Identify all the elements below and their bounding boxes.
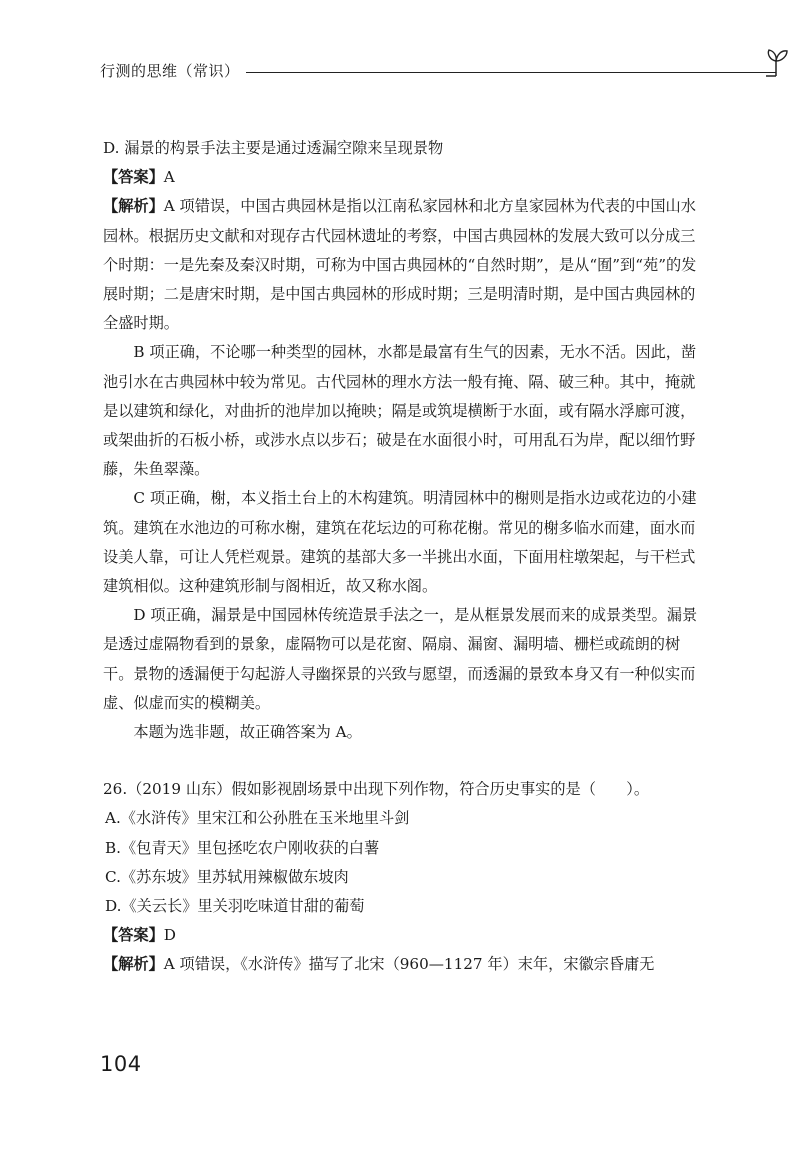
q26-option-d: D.《关云长》里关羽吃味道甘甜的葡萄: [105, 897, 365, 916]
q25-conclusion: 本题为选非题，故正确答案为 A。: [133, 723, 362, 742]
analysis-label: 【解析】: [103, 955, 164, 974]
answer-label: 【答案】: [103, 926, 164, 945]
q25-analysis-d: D 项正确，漏景是中国园林传统造景手法之一，是从框景发展而来的成景类型。漏景是透过虚隔物看到的景象，虚隔物可以是花窗、隔扇、漏窗、漏明墙、栅栏或疏朗的树干。景物的透漏便于勾起游人寻幽探景的兴致与愿望，而透漏的景致本身又有一种似实而虚、似虚而实的模糊美。: [103, 606, 698, 712]
running-header: [100, 58, 720, 88]
page-number: 104: [100, 1052, 142, 1076]
q26-answer: [103, 921, 703, 950]
header-title: 行测的思维（常识）: [100, 62, 240, 80]
page-content: [103, 134, 703, 980]
analysis-label: 【解析】: [103, 197, 164, 216]
sprout-icon: [766, 48, 800, 78]
q26-stem: 26.（2019 山东）假如影视剧场景中出现下列作物，符合历史事实的是（ ）。: [103, 780, 650, 799]
q25-answer: [103, 163, 703, 192]
analysis-a-text: A 项错误，中国古典园林是指以江南私家园林和北方皇家园林为代表的中国山水园林。根据历史文献和对现存古代园林遗址的考察，中国古典园林的发展大致可以分成三个时期：一是先秦及秦汉时期，可称为中国古典园林的“自然时期”，是从“囿”到“苑”的发展时期；二是唐宋时期，是中国古典园林的形成时期；三是明清时期，是中国古典园林的全盛时期。: [103, 197, 697, 333]
analysis-a-text: A 项错误，《水浒传》描写了北宋（960—1127 年）末年，宋徽宗昏庸无: [163, 955, 655, 974]
paragraph-gap: [103, 747, 703, 775]
q26-option-c: C.《苏东坡》里苏轼用辣椒做东坡肉: [105, 867, 349, 886]
answer-value: D: [163, 926, 176, 945]
answer-label: 【答案】: [103, 168, 164, 187]
q25-analysis-a: [103, 192, 703, 338]
q26-option-b: B.《包青天》里包拯吃农户刚收获的白薯: [105, 838, 380, 857]
q25-option-d: D. 漏景的构景手法主要是通过透漏空隙来呈现景物: [103, 139, 444, 157]
q25-analysis-c: C 项正确，榭，本义指土台上的木构建筑。明清园林中的榭则是指水边或花边的小建筑。建筑在水池边的可称水榭，建筑在花坛边的可称花榭。常见的榭多临水而建，面水而设美人靠，可让人凭栏观景。建筑的基部大多一半挑出水面，下面用柱墩架起，与干栏式建筑相似。这种建筑形制与阁相近，故又称水阁。: [103, 489, 697, 596]
q26-option-a: A.《水浒传》里宋江和公孙胜在玉米地里斗剑: [105, 809, 410, 828]
header-rule: [246, 72, 776, 73]
q25-analysis-b: B 项正确，不论哪一种类型的园林，水都是最富有生气的因素，无水不活。因此，凿池引水在古典园林中较为常见。古代园林的理水方法一般有掩、隔、破三种。其中，掩就是以建筑和绿化，对曲折的池岸加以掩映；隔是或筑堤横断于水面，或有隔水浮廊可渡，或架曲折的石板小桥，或涉水点以步石；破是在水面很小时，可用乱石为岸，配以细竹野藤，朱鱼翠藻。: [103, 343, 697, 479]
q26-analysis-a: [103, 950, 703, 979]
answer-value: A: [163, 168, 175, 187]
